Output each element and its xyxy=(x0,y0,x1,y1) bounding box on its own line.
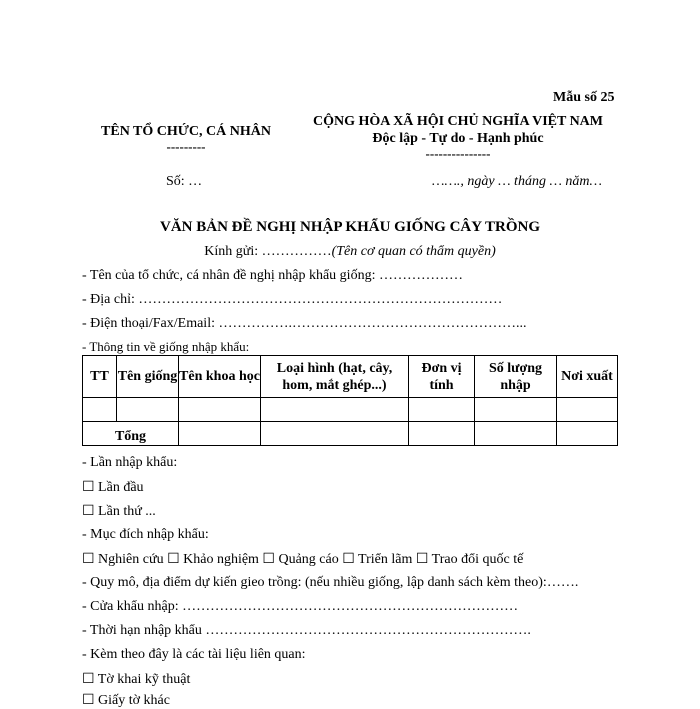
table-header: Đơn vị tính xyxy=(409,356,475,398)
table-header: Tên giống xyxy=(117,356,179,398)
table-cell xyxy=(261,422,409,446)
duration-field: - Thời hạn nhập khẩu ……………………………………………………………. xyxy=(82,623,531,638)
table-cell xyxy=(475,422,557,446)
table-cell xyxy=(179,398,261,422)
seed-table xyxy=(82,355,618,446)
document-title: VĂN BẢN ĐỀ NGHỊ NHẬP KHẨU GIỐNG CÂY TRỒNG xyxy=(159,219,541,235)
table-header-row xyxy=(83,356,618,398)
org-rule: --------- xyxy=(166,139,206,154)
table-header: Nơi xuất xyxy=(557,356,618,398)
table-cell xyxy=(409,398,475,422)
other-documents-checkbox[interactable]: ☐ Giấy tờ khác xyxy=(82,693,170,708)
border-gate-field: - Cửa khẩu nhập: ……………………………………………………………… xyxy=(82,599,519,614)
table-cell xyxy=(409,422,475,446)
table-cell xyxy=(83,398,117,422)
table-header: Loại hình (hạt, cây, hom, mắt ghép...) xyxy=(261,356,409,398)
first-import-checkbox[interactable]: ☐ Lần đầu xyxy=(82,480,144,495)
table-header: TT xyxy=(83,356,117,398)
applicant-name-field: - Tên của tổ chức, cá nhân đề nghị nhập khẩu giống: ……………… xyxy=(82,268,463,283)
purpose-label: - Mục đích nhập khẩu: xyxy=(82,527,209,542)
scale-field: - Quy mô, địa điểm dự kiến gieo trồng: (nếu nhiều giống, lập danh sách kèm theo):……. xyxy=(82,575,579,590)
addressee-prefix: Kính gửi: …………… xyxy=(204,244,332,259)
table-cell xyxy=(179,422,261,446)
seed-info-label: - Thông tin về giống nhập khẩu: xyxy=(82,339,250,354)
motto: Độc lập - Tự do - Hạnh phúc xyxy=(372,131,544,146)
table-cell xyxy=(557,398,618,422)
republic-title: CỘNG HÒA XÃ HỘI CHỦ NGHĨA VIỆT NAM xyxy=(312,114,603,129)
org-label: TÊN TỔ CHỨC, CÁ NHÂN xyxy=(101,124,271,139)
table-cell xyxy=(117,398,179,422)
motto-rule: --------------- xyxy=(425,146,491,161)
contact-field: - Điện thoại/Fax/Email: …………….…………………………………………... xyxy=(82,316,527,331)
import-times-label: - Lần nhập khẩu: xyxy=(82,455,178,470)
table-header: Số lượng nhập xyxy=(475,356,557,398)
table-total-row xyxy=(83,422,618,446)
form-number: Mẫu số 25 xyxy=(553,90,615,105)
document-date: ……., ngày … tháng … năm… xyxy=(432,174,602,189)
document-number: Số: … xyxy=(166,174,203,189)
table-header: Tên khoa học xyxy=(179,356,261,398)
technical-declaration-checkbox[interactable]: ☐ Tờ khai kỹ thuật xyxy=(82,672,191,687)
addressee-agency: (Tên cơ quan có thẩm quyền) xyxy=(331,244,496,259)
table-cell xyxy=(261,398,409,422)
address-field: - Địa chỉ: …………………………………………………………………… xyxy=(82,292,503,307)
table-cell xyxy=(475,398,557,422)
attachments-label: - Kèm theo đây là các tài liệu liên quan: xyxy=(82,647,306,662)
purpose-checkboxes[interactable]: ☐ Nghiên cứu ☐ Khảo nghiệm ☐ Quảng cáo ☐ Triển lãm ☐ Trao đổi quốc tế xyxy=(82,552,524,567)
nth-import-checkbox[interactable]: ☐ Lần thứ ... xyxy=(82,504,156,519)
total-label: Tổng xyxy=(83,422,179,446)
addressee xyxy=(82,244,618,260)
table-row xyxy=(83,398,618,422)
table-cell xyxy=(557,422,618,446)
